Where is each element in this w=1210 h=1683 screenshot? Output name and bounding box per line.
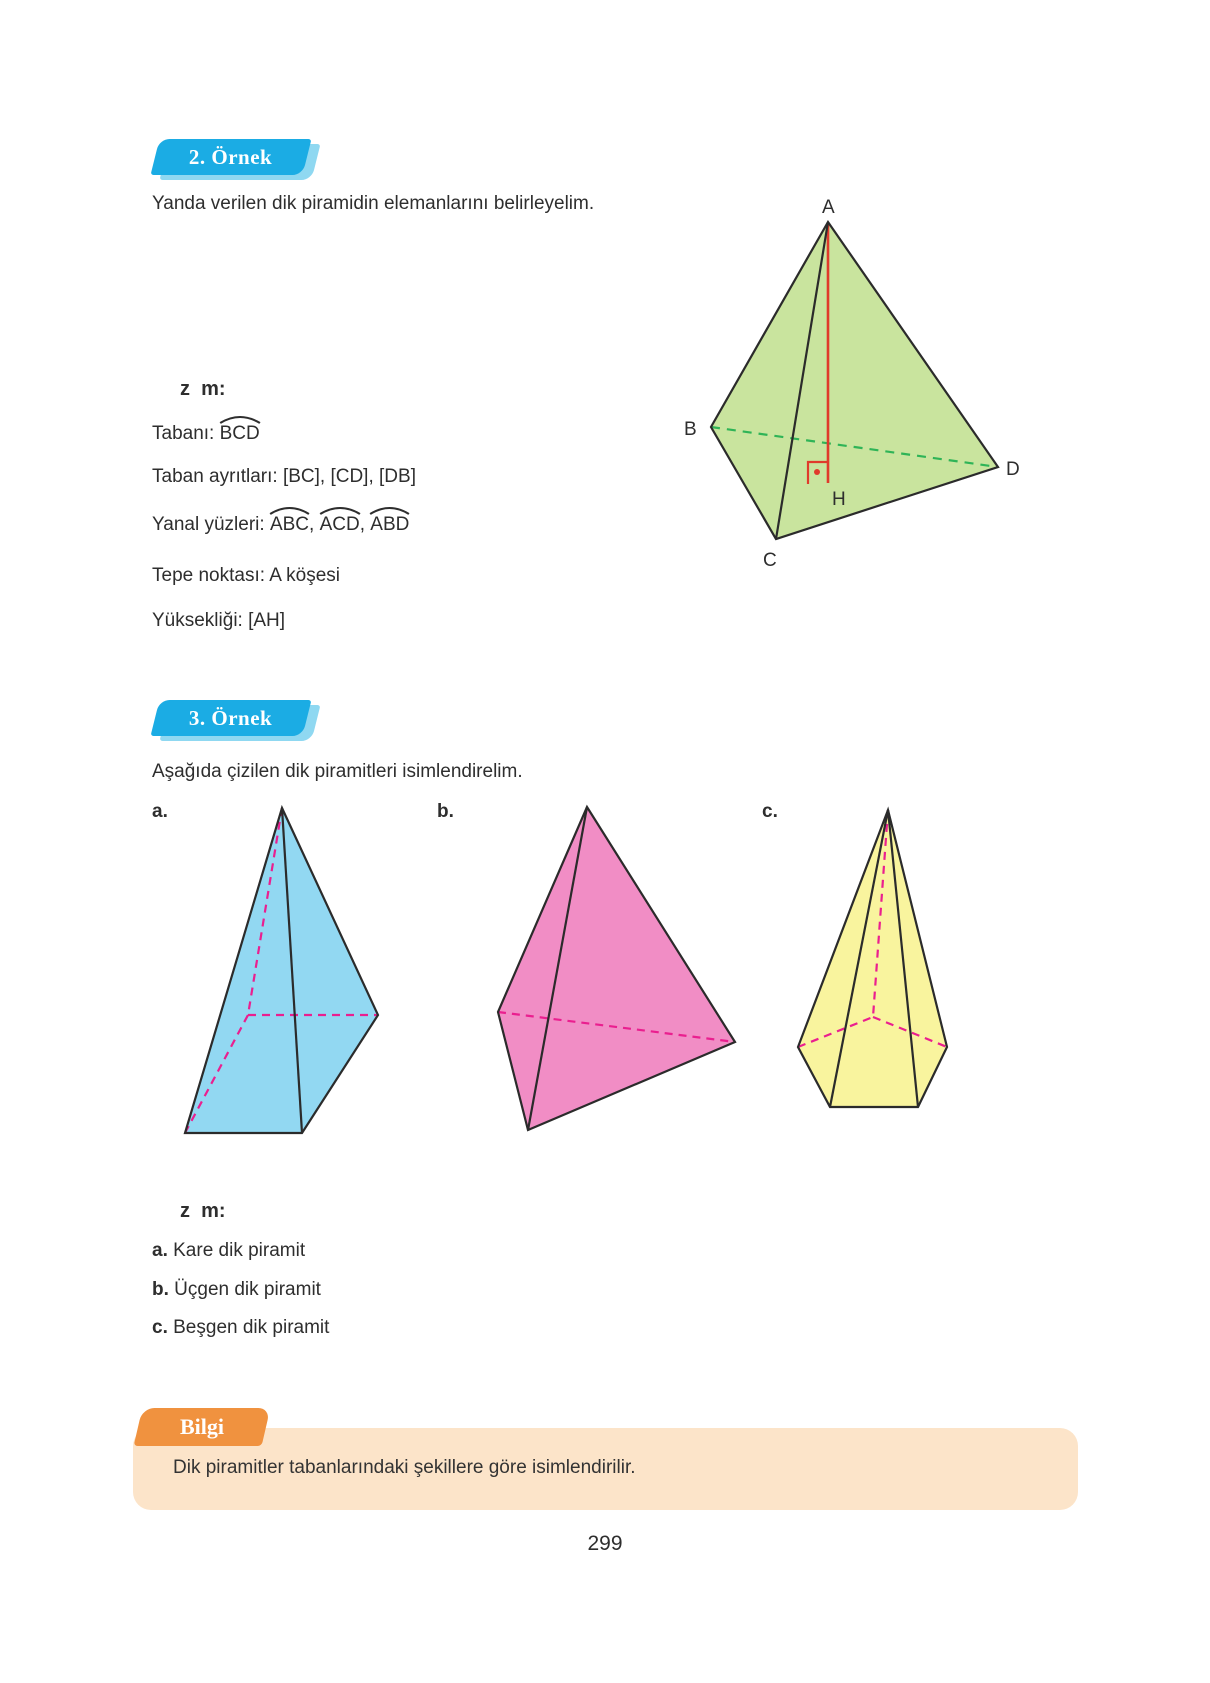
answer-label: b. — [152, 1279, 169, 1300]
answer-label: c. — [152, 1317, 168, 1338]
vertex-label-C: C — [763, 550, 777, 571]
answer-text: Beşgen dik piramit — [167, 1317, 330, 1338]
pentagonal-pyramid-figure — [760, 795, 980, 1125]
face-name: ACD — [319, 514, 360, 535]
tetrahedron-figure — [640, 185, 1040, 575]
pyramid-body — [185, 808, 378, 1133]
solution-label-2: z m: — [180, 1200, 226, 1222]
base-value: BCD — [219, 423, 260, 444]
base-line — [152, 423, 260, 445]
vertex-label-A: A — [822, 197, 835, 218]
tetrahedron-body — [711, 222, 998, 539]
answer-c — [152, 1317, 329, 1339]
right-angle-dot — [814, 469, 820, 475]
base-prefix: Tabanı: — [152, 423, 220, 444]
example-3-intro: Aşağıda çizilen dik piramitleri isimlendirelim. — [152, 761, 523, 782]
badge-body — [151, 700, 312, 736]
face-name: ABD — [370, 514, 410, 535]
example-3-badge — [155, 700, 307, 736]
arc-hat-icon — [218, 414, 262, 424]
hatted-name — [220, 424, 260, 443]
answer-text: Üçgen dik piramit — [168, 1279, 321, 1300]
solution-label-1: z m: — [180, 378, 226, 400]
hatted-name — [270, 515, 309, 534]
info-tab — [134, 1408, 271, 1446]
vertex-label-B: B — [684, 419, 697, 440]
lateral-faces-line — [152, 514, 409, 536]
figure-label-c: c. — [762, 801, 778, 822]
vertex-label-D: D — [1006, 459, 1020, 480]
hatted-name — [370, 515, 409, 534]
answer-label: a. — [152, 1240, 168, 1261]
figure-label-a: a. — [152, 801, 168, 822]
square-pyramid-figure — [150, 795, 410, 1145]
figure-label-b: b. — [437, 801, 454, 822]
example-2-badge-label: 2. Örnek — [189, 144, 273, 169]
arc-hat-icon — [368, 505, 411, 515]
answer-text: Kare dik piramit — [167, 1240, 306, 1261]
arc-hat-icon — [318, 505, 362, 515]
face-separator: , — [359, 514, 371, 535]
answer-a — [152, 1240, 305, 1262]
example-3-badge-label: 3. Örnek — [189, 705, 273, 730]
faces-prefix: Yanal yüzleri: — [152, 514, 270, 535]
page-number: 299 — [587, 1532, 623, 1555]
vertex-label-H: H — [832, 489, 846, 510]
hatted-name — [320, 515, 360, 534]
info-tab-label: Bilgi — [179, 1414, 224, 1439]
face-name: ABC — [269, 514, 310, 535]
arc-hat-icon — [268, 505, 311, 515]
face-separator: , — [309, 514, 320, 535]
base-edges-line: Taban ayrıtları: [BC], [CD], [DB] — [152, 466, 416, 487]
info-text: Dik piramitler tabanlarındaki şekillere göre isimlendirilir. — [173, 1457, 636, 1478]
example-2-intro: Yanda verilen dik piramidin elemanlarını belirleyelim. — [152, 193, 595, 214]
badge-body — [151, 139, 312, 175]
height-line-text: Yüksekliği: [AH] — [152, 610, 286, 631]
apex-line: Tepe noktası: A köşesi — [152, 565, 341, 586]
triangular-pyramid-figure — [440, 795, 750, 1145]
answer-b — [152, 1279, 321, 1301]
example-2-badge — [155, 139, 307, 175]
